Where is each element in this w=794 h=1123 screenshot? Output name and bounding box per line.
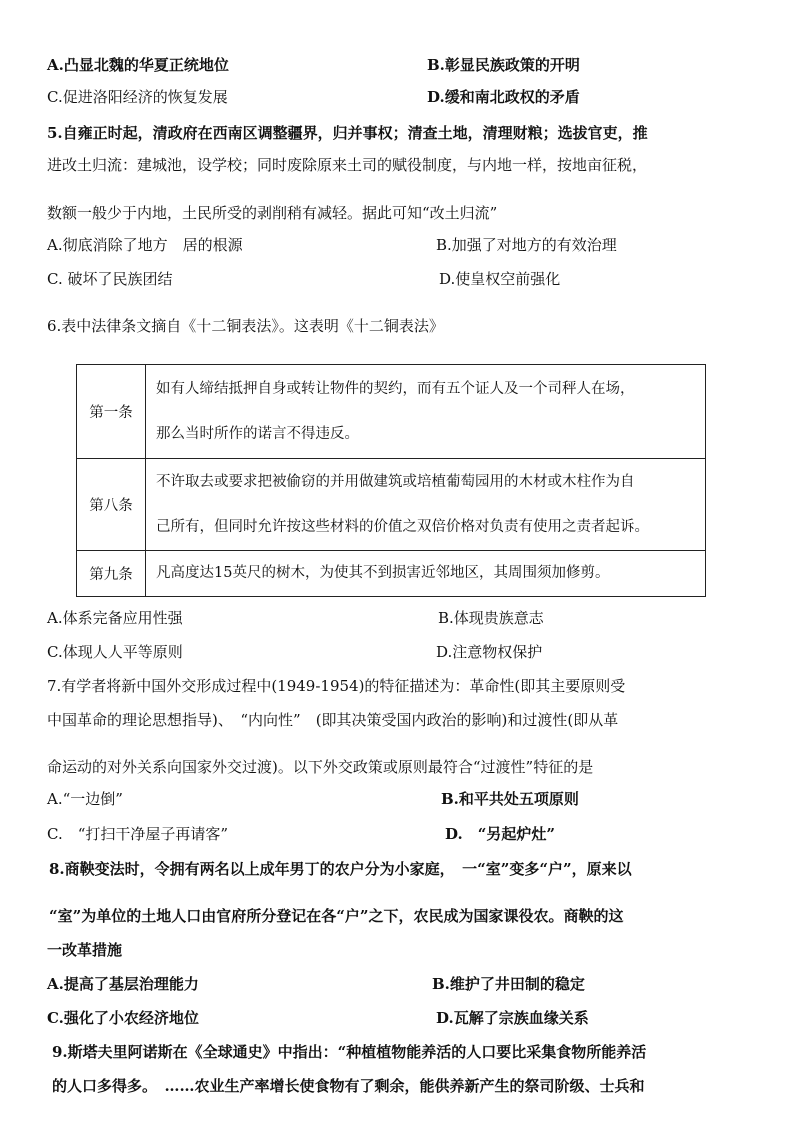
law-table-row xyxy=(77,459,706,551)
q4-option-c: C.促进洛阳经济的恢复发展 xyxy=(47,88,228,106)
article-label: 第九条 xyxy=(77,551,146,597)
q8-stem-line-1: 8.商鞅变法时，令拥有两名以上成年男丁的农户分为小家庭， 一“室”变多“户”，原来以 xyxy=(49,860,632,878)
q9-stem-line-1: 9.斯塔夫里阿诺斯在《全球通史》中指出：“种植植物能养活的人口要比采集食物所能养活 xyxy=(52,1043,647,1061)
q5-option-d: D.使皇权空前强化 xyxy=(439,270,561,288)
q8-option-d: D.瓦解了宗族血缘关系 xyxy=(436,1009,589,1027)
law-table xyxy=(76,364,706,597)
law-table-row xyxy=(77,551,706,597)
q5-option-b: B.加强了对地方的有效治理 xyxy=(436,236,617,254)
q8-stem-line-3: 一改革措施 xyxy=(47,941,123,959)
q8-option-b: B.维护了井田制的稳定 xyxy=(432,975,585,993)
q8-option-c: C.强化了小农经济地位 xyxy=(47,1009,199,1027)
q6-option-d: D.注意物权保护 xyxy=(436,643,543,661)
q5-stem-line-3: 数额一般少于内地，土民所受的剥削稍有减轻。据此可知“改土归流” xyxy=(47,204,498,222)
q6-option-a: A.体系完备应用性强 xyxy=(47,609,183,627)
article-text-line: 那么当时所作的诺言不得违反。 xyxy=(156,425,359,442)
article-label: 第八条 xyxy=(77,459,146,551)
q7-stem-line-2: 中国革命的理论思想指导)、 “内向性” (即其决策受国内政治的影响)和过渡性(即从革 xyxy=(47,711,619,729)
q4-option-a: A.凸显北魏的华夏正统地位 xyxy=(47,56,229,74)
article-text-line: 如有人缔结抵押自身或转让物件的契约，而有五个证人及一个司秤人在场， xyxy=(156,380,635,397)
q5-stem-line-1: 5.自雍正时起，清政府在西南区调整疆界，归并事权；清查土地，清理财粮；选拔官吏，推 xyxy=(47,124,648,142)
q7-stem-line-1: 7.有学者将新中国外交形成过程中(1949-1954)的特征描述为：革命性(即其主要原则受 xyxy=(47,677,626,695)
article-text-line: 凡高度达15英尺的树木，为使其不到损害近邻地区，其周围须加修剪。 xyxy=(156,565,610,581)
q7-option-b: B.和平共处五项原则 xyxy=(441,790,579,808)
article-text-line: 己所有，但同时允许按这些材料的价值之双倍价格对负责有使用之责者起诉。 xyxy=(156,518,649,535)
q4-option-d: D.缓和南北政权的矛盾 xyxy=(427,88,580,106)
q6-option-b: B.体现贵族意志 xyxy=(438,609,544,627)
q9-stem-line-2: 的人口多得多。 ……农业生产率增长使食物有了剩余，能供养新产生的祭司阶级、士兵和 xyxy=(52,1077,645,1095)
q8-stem-line-2: “室”为单位的土地人口由官府所分登记在各“户”之下，农民成为国家课役农。商鞅的这 xyxy=(49,907,624,925)
q7-stem-line-3: 命运动的对外关系向国家外交过渡)。以下外交政策或原则最符合“过渡性”特征的是 xyxy=(47,758,594,776)
q6-option-c: C.体现人人平等原则 xyxy=(47,643,183,661)
q4-option-b: B.彰显民族政策的开明 xyxy=(427,56,580,74)
q7-option-d: D. “另起炉灶” xyxy=(445,825,555,843)
q7-option-c: C. “打扫干净屋子再请客” xyxy=(47,825,229,843)
q6-stem: 6.表中法律条文摘自《十二铜表法》。这表明《十二铜表法》 xyxy=(47,317,444,335)
article-text xyxy=(146,459,706,551)
q8-option-a: A.提高了基层治理能力 xyxy=(47,975,199,993)
article-text-line: 不许取去或要求把被偷窃的并用做建筑或培植葡萄园用的木材或木柱作为自 xyxy=(156,473,635,490)
q5-stem-line-2: 进改土归流：建城池，设学校；同时废除原来土司的赋役制度，与内地一样，按地亩征税， xyxy=(47,156,648,174)
article-text xyxy=(146,551,706,597)
q5-option-c: C. 破坏了民族团结 xyxy=(47,270,173,288)
q7-option-a: A.“一边倒” xyxy=(47,790,123,808)
q5-option-a: A.彻底消除了地方 居的根源 xyxy=(47,236,243,254)
law-table-row xyxy=(77,365,706,459)
article-text xyxy=(146,365,706,459)
article-label: 第一条 xyxy=(77,365,146,459)
